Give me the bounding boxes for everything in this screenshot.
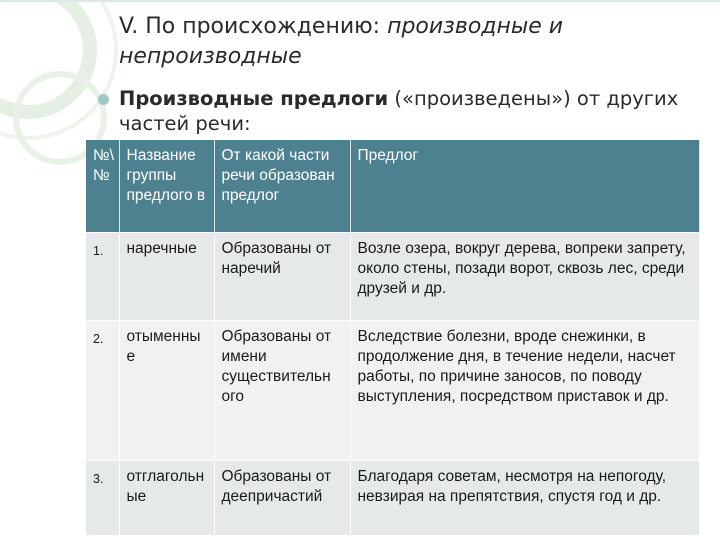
- prepositions-table: [86, 140, 700, 535]
- table-header-row: [86, 140, 699, 233]
- header-number: №\ №: [86, 140, 119, 233]
- row-number: 2.: [86, 321, 119, 461]
- bullet-bold: Производные предлоги: [119, 87, 389, 110]
- title-italic: производные и непроизводные: [119, 14, 564, 69]
- row-group: наречные: [119, 233, 214, 321]
- row-origin: Образованы от наречий: [214, 233, 350, 321]
- table-row: [86, 461, 699, 535]
- bullet-dot-icon: [98, 94, 109, 105]
- row-examples: Благодаря советам, несмотря на непогоду, невзирая на препятствия, спустя год и др.: [350, 461, 699, 535]
- slide-title: [119, 12, 709, 72]
- bullet-item: [98, 86, 708, 136]
- row-examples: Возле озера, вокруг дерева, вопреки запрету, около стены, позади ворот, сквозь лес, среди друзей и др.: [350, 233, 699, 321]
- title-main: V. По происхождению:: [119, 14, 381, 39]
- bullet-text: [119, 86, 708, 136]
- header-group-name: Название группы предлого в: [119, 140, 214, 233]
- row-number: 1.: [86, 233, 119, 321]
- table-row: [86, 233, 699, 321]
- row-group: отыменны е: [119, 321, 214, 461]
- row-origin: Образованы от имени существительн ого: [214, 321, 350, 461]
- row-origin: Образованы от деепричастий: [214, 461, 350, 535]
- header-preposition: Предлог: [350, 140, 699, 233]
- row-examples: Вследствие болезни, вроде снежинки, в продолжение дня, в течение недели, насчет работы, по причине заносов, по поводу выступления, посредством приставок и др.: [350, 321, 699, 461]
- table-row: [86, 321, 699, 461]
- header-part-of-speech: От какой части речи образован предлог: [214, 140, 350, 233]
- bullet-rest: («произведены») от других частей речи:: [119, 87, 679, 135]
- row-number: 3.: [86, 461, 119, 535]
- row-group: отглагольн ые: [119, 461, 214, 535]
